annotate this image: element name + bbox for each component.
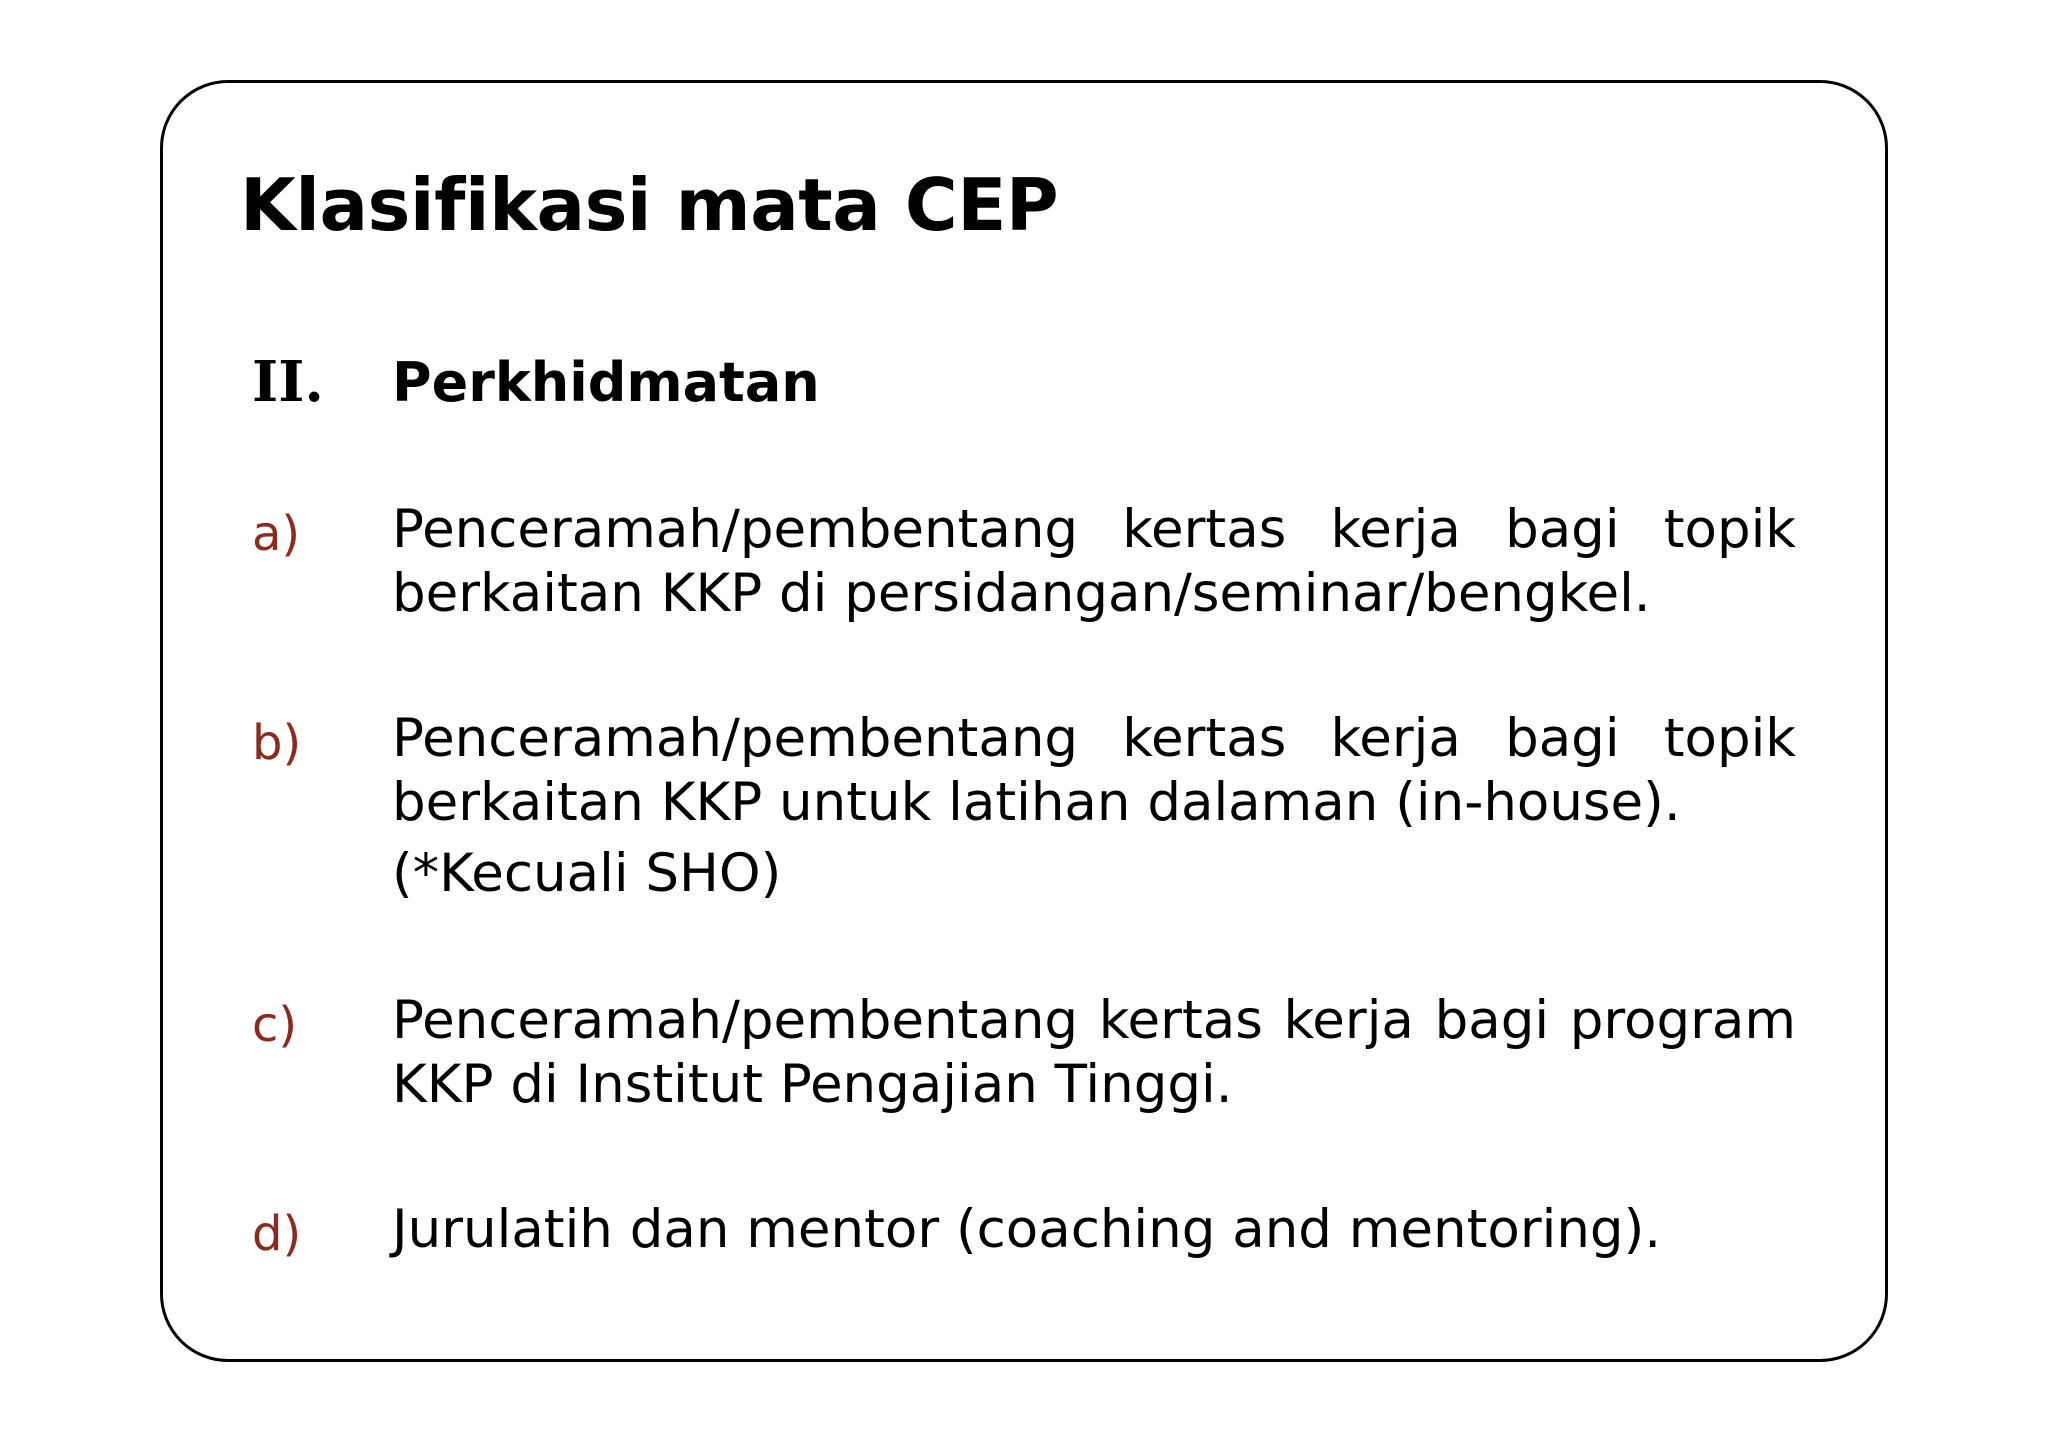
item-a-text bbox=[392, 498, 1796, 626]
slide-title: Klasifikasi mata CEP bbox=[240, 163, 1059, 247]
item-c-line-2: KKP di Institut Pengajian Tinggi. bbox=[392, 1054, 1233, 1115]
item-a-line-1: Penceramah/pembentang kertas kerja bagi topik bbox=[392, 499, 1796, 560]
item-d-line-1: Jurulatih dan mentor (coaching and mentoring). bbox=[392, 1199, 1662, 1260]
item-d-text bbox=[392, 1198, 1796, 1262]
item-b-letter: b) bbox=[252, 715, 302, 771]
item-c-letter: c) bbox=[252, 997, 298, 1053]
section-number: II. bbox=[252, 349, 324, 415]
item-b-text bbox=[392, 707, 1796, 835]
item-b-line-2: berkaitan KKP untuk latihan dalaman (in-house). bbox=[392, 772, 1681, 833]
item-c-line-1: Penceramah/pembentang kertas kerja bagi program bbox=[392, 990, 1796, 1051]
item-a-letter: a) bbox=[252, 506, 301, 562]
item-b-note: (*Kecuali SHO) bbox=[392, 843, 782, 904]
section-title: Perkhidmatan bbox=[392, 351, 820, 414]
item-d-letter: d) bbox=[252, 1206, 302, 1262]
item-c-text bbox=[392, 989, 1796, 1117]
item-b-line-1: Penceramah/pembentang kertas kerja bagi topik bbox=[392, 708, 1796, 769]
item-a-line-2: berkaitan KKP di persidangan/seminar/bengkel. bbox=[392, 563, 1651, 624]
